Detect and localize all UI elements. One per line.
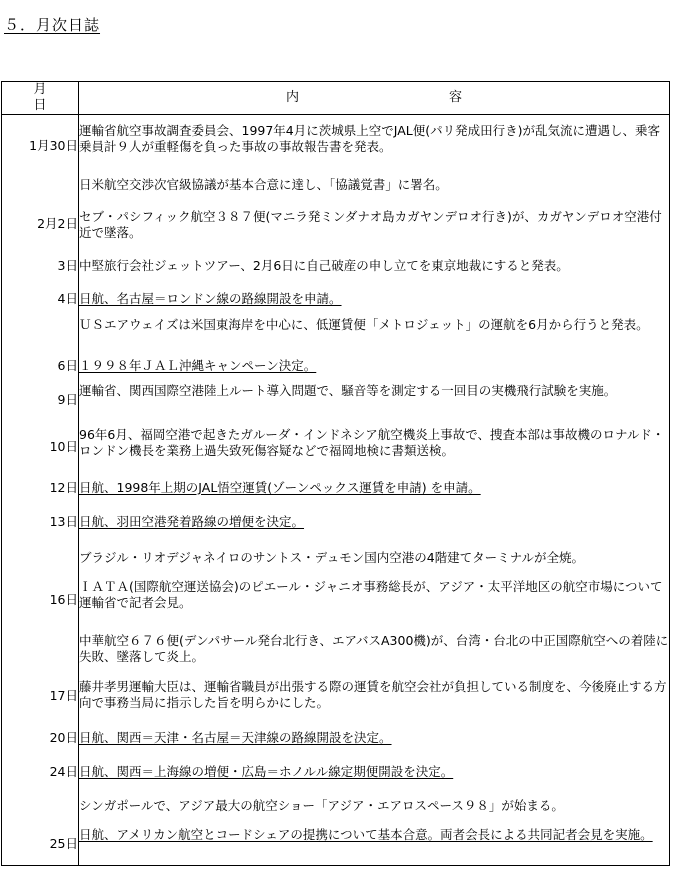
- entry-date: [2, 169, 79, 201]
- table-header-row: [2, 82, 670, 115]
- entry-text: ＵＳエアウェイズは米国東海岸を中心に、低運賃便「メトロジェット」の運航を6月から行うと発表。: [79, 317, 649, 332]
- section-title: ５．月次日誌: [4, 16, 101, 34]
- entry-text: ブラジル・リオデジャネイロのサントス・デュモン国内空港の4階建てターミナルが全焼。: [79, 550, 585, 565]
- table-row: [2, 755, 670, 789]
- entry-text: 日航、アメリカン航空とコードシェアの提携について基本合意。両者会長による共同記者会見を実施。: [79, 827, 653, 842]
- table-row: [2, 577, 670, 623]
- entry-date: [2, 313, 79, 355]
- table-row: [2, 423, 670, 471]
- entry-date: 9日: [2, 377, 79, 423]
- table-row: [2, 377, 670, 423]
- entry-date: 20日: [2, 721, 79, 755]
- table-row: [2, 169, 670, 201]
- entry-text: 運輸省航空事故調査委員会、1997年4月に茨城県上空でJAL便(パリ発成田行き)が乱気流に遭遇し、乗客乗員計９人が重軽傷を負った事故の事故報告書を発表。: [79, 123, 661, 154]
- table-row: [2, 115, 670, 170]
- table-row: [2, 539, 670, 577]
- entry-date: 12日: [2, 471, 79, 505]
- entry-date: 4日: [2, 285, 79, 313]
- table-row: [2, 721, 670, 755]
- entry-text: 中華航空６７６便(デンパサール発台北行き、エアバスA300機)が、台湾・台北の中正国際航空への着陸に失敗、墜落して炎上。: [79, 633, 669, 664]
- entry-text: 日航、1998年上期のJAL悟空運賃(ゾーンペックス運賃を申請) を申請。: [79, 480, 481, 495]
- table-row: [2, 247, 670, 285]
- entry-date: [2, 789, 79, 823]
- entry-text: 中堅旅行会社ジェットツアー、2月6日に自己破産の申し立てを東京地裁にすると発表。: [79, 258, 569, 273]
- table-row: [2, 285, 670, 313]
- header-content: 内容: [79, 82, 670, 115]
- entry-date: 16日: [2, 577, 79, 623]
- monthly-diary-table: [1, 81, 670, 866]
- entry-date: [2, 539, 79, 577]
- entry-text: シンガポールで、アジア最大の航空ショー「アジア・エアロスペース９８」が始まる。: [79, 798, 564, 813]
- table-row: [2, 671, 670, 721]
- header-date: 月日: [2, 82, 79, 115]
- entry-text: 運輸省、関西国際空港陸上ルート導入問題で、騒音等を測定する一回目の実機飛行試験を実施。: [79, 383, 617, 398]
- entry-date: [2, 623, 79, 671]
- entry-date: 1月30日: [2, 115, 79, 170]
- entry-text: ＩＡＴＡ(国際航空運送協会)のピエール・ジャニオ事務総長が、アジア・太平洋地区の航空市場について運輸省で記者会見。: [79, 579, 663, 610]
- entry-date: 25日: [2, 823, 79, 866]
- entry-text: 日航、関西＝上海線の増便・広島＝ホノルル線定期便開設を決定。: [79, 764, 454, 779]
- entry-text: １９９８年ＪＡＬ沖縄キャンペーン決定。: [79, 358, 317, 373]
- entry-date: 2月2日: [2, 201, 79, 247]
- table-row: [2, 823, 670, 866]
- table-row: [2, 355, 670, 377]
- entry-text: 藤井孝男運輸大臣は、運輸省職員が出張する際の運賃を航空会社が負担している制度を、今後廃止する方向で事務当局に指示した旨を明らかにした。: [79, 679, 667, 710]
- entry-date: 6日: [2, 355, 79, 377]
- entry-text: 日航、関西＝天津・名古屋＝天津線の路線開設を決定。: [79, 730, 392, 745]
- entry-text: 日米航空交渉次官級協議が基本合意に達し、「協議覚書」に署名。: [79, 177, 448, 192]
- entry-text: 96年6月、福岡空港で起きたガルーダ・インドネシア航空機炎上事故で、捜査本部は事故機のロナルド・ロンドン機長を業務上過失致死傷容疑などで福岡地検に書類送検。: [79, 427, 665, 458]
- table-row: [2, 471, 670, 505]
- entry-text: セブ・パシフィック航空３８７便(マニラ発ミンダナオ島カガヤンデロオ行き)が、カガヤンデロオ空港付近で墜落。: [79, 209, 662, 240]
- table-row: [2, 313, 670, 355]
- entry-text: 日航、羽田空港発着路線の増便を決定。: [79, 514, 305, 529]
- table-row: [2, 201, 670, 247]
- entry-date: 24日: [2, 755, 79, 789]
- entry-date: 13日: [2, 505, 79, 539]
- entry-date: 3日: [2, 247, 79, 285]
- entry-date: 17日: [2, 671, 79, 721]
- table-row: [2, 505, 670, 539]
- table-row: [2, 623, 670, 671]
- entry-text: 日航、名古屋＝ロンドン線の路線開設を申請。: [79, 291, 342, 306]
- entry-date: 10日: [2, 423, 79, 471]
- table-row: [2, 789, 670, 823]
